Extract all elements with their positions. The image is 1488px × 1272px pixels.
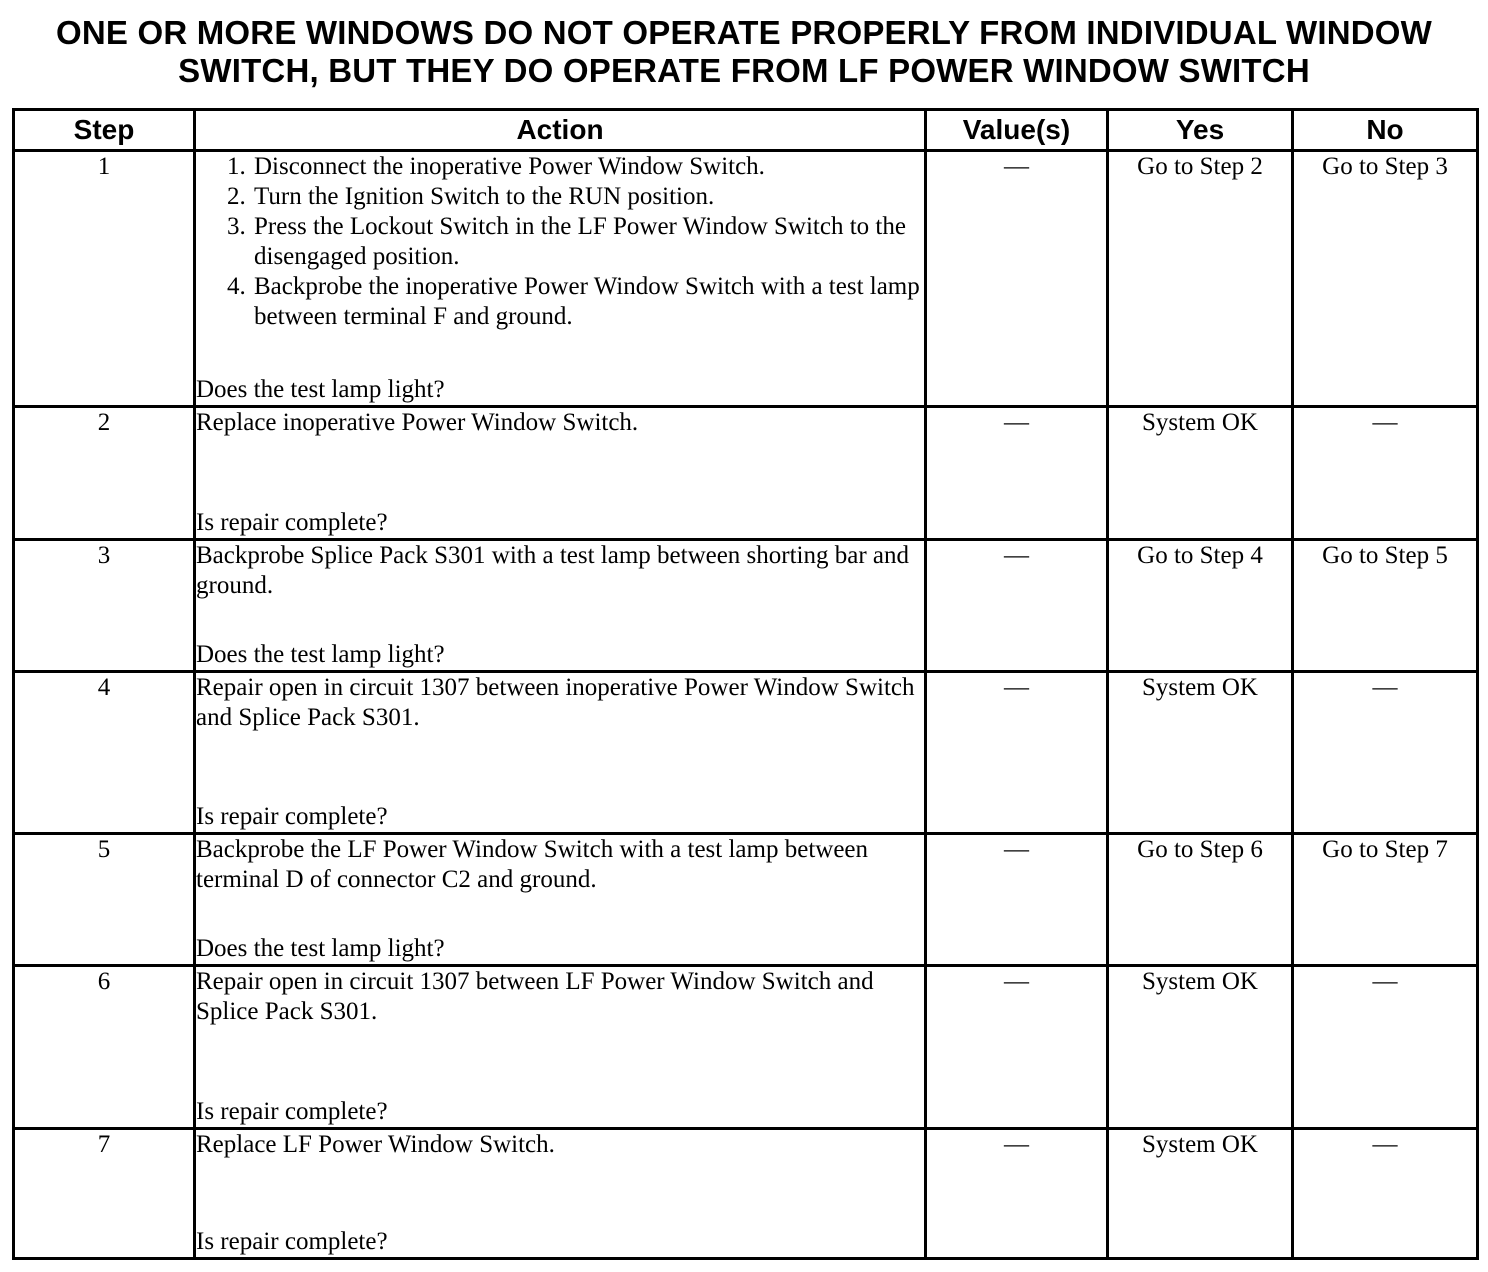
step-number: 1	[14, 151, 195, 407]
action-question: Is repair complete?	[196, 803, 388, 831]
diagnostic-table	[12, 108, 1479, 1260]
action-cell	[195, 1128, 926, 1258]
header-action: Action	[195, 110, 926, 151]
no-cell: —	[1293, 671, 1478, 833]
substep: 2. Turn the Ignition Switch to the RUN position.	[252, 182, 924, 212]
step-number: 3	[14, 539, 195, 671]
action-question: Is repair complete?	[196, 1097, 388, 1125]
no-cell: Go to Step 3	[1293, 151, 1478, 407]
yes-cell: Go to Step 4	[1108, 539, 1293, 671]
action-cell	[195, 834, 926, 966]
action-cell	[195, 539, 926, 671]
value-cell: —	[926, 151, 1108, 407]
yes-cell: Go to Step 6	[1108, 834, 1293, 966]
step-number: 4	[14, 671, 195, 833]
step-number: 2	[14, 407, 195, 539]
header-yes: Yes	[1108, 110, 1293, 151]
table-row	[14, 539, 1478, 671]
title-line-1: ONE OR MORE WINDOWS DO NOT OPERATE PROPERLY FROM INDIVIDUAL WINDOW	[55, 14, 1432, 51]
action-question: Is repair complete?	[196, 508, 388, 536]
value-cell: —	[926, 1128, 1108, 1258]
action-question: Is repair complete?	[196, 1228, 388, 1255]
substep: 4. Backprobe the inoperative Power Window Switch with a test lamp between terminal F and ground.	[252, 272, 924, 332]
header-step: Step	[14, 110, 195, 151]
value-cell: —	[926, 966, 1108, 1128]
yes-cell: System OK	[1108, 1128, 1293, 1258]
yes-cell: System OK	[1108, 407, 1293, 539]
value-cell: —	[926, 407, 1108, 539]
header-values: Value(s)	[926, 110, 1108, 151]
step-number: 7	[14, 1128, 195, 1258]
table-row	[14, 1128, 1478, 1258]
header-row	[14, 110, 1478, 151]
action-cell	[195, 407, 926, 539]
action-cell	[195, 966, 926, 1128]
table-row	[14, 407, 1478, 539]
title-line-2: SWITCH, BUT THEY DO OPERATE FROM LF POWER WINDOW SWITCH	[178, 52, 1310, 89]
no-cell: Go to Step 7	[1293, 834, 1478, 966]
table-row	[14, 151, 1478, 407]
no-cell: —	[1293, 1128, 1478, 1258]
no-cell: Go to Step 5	[1293, 539, 1478, 671]
step-number: 5	[14, 834, 195, 966]
action-cell	[195, 151, 926, 407]
action-text: Backprobe the LF Power Window Switch with a test lamp between terminal D of connector C2 and ground.	[196, 836, 869, 894]
value-cell: —	[926, 671, 1108, 833]
step-number: 6	[14, 966, 195, 1128]
header-no: No	[1293, 110, 1478, 151]
action-question: Does the test lamp light?	[196, 376, 445, 404]
action-text: Backprobe Splice Pack S301 with a test lamp between shorting bar and ground.	[196, 541, 910, 599]
action-text: Replace inoperative Power Window Switch.	[196, 409, 639, 437]
action-text: Replace LF Power Window Switch.	[196, 1130, 555, 1158]
no-cell: —	[1293, 966, 1478, 1128]
substep-list	[196, 152, 924, 332]
yes-cell: System OK	[1108, 671, 1293, 833]
value-cell: —	[926, 539, 1108, 671]
table-row	[14, 671, 1478, 833]
action-cell	[195, 671, 926, 833]
substep: 1. Disconnect the inoperative Power Window Switch.	[252, 152, 924, 182]
no-cell: —	[1293, 407, 1478, 539]
yes-cell: Go to Step 2	[1108, 151, 1293, 407]
page-title	[0, 14, 1488, 90]
value-cell: —	[926, 834, 1108, 966]
yes-cell: System OK	[1108, 966, 1293, 1128]
table-row	[14, 966, 1478, 1128]
action-question: Does the test lamp light?	[196, 640, 445, 668]
table-row	[14, 834, 1478, 966]
action-question: Does the test lamp light?	[196, 935, 445, 963]
substep: 3. Press the Lockout Switch in the LF Power Window Switch to the disengaged position.	[252, 212, 924, 272]
action-text: Repair open in circuit 1307 between inoperative Power Window Switch and Splice Pack S301.	[196, 673, 915, 731]
action-text: Repair open in circuit 1307 between LF Power Window Switch and Splice Pack S301.	[196, 968, 874, 1026]
